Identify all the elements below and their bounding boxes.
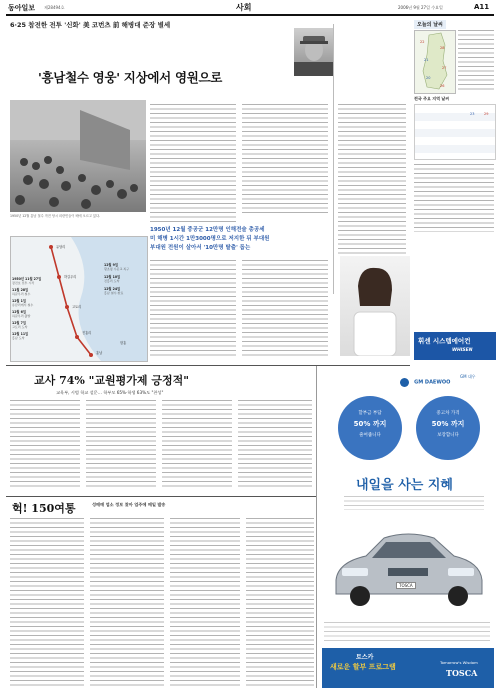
ad-slogan: 내일을 사는 지혜 (356, 478, 453, 493)
map-label: 진흥리 (82, 331, 92, 335)
weather-temp: 27 (442, 66, 447, 70)
weather-temp: 22 (420, 40, 425, 44)
weather-title: 오늘의 날씨 (414, 20, 446, 29)
timeline-item: 12월 1일 유담리에서 철수 (12, 299, 34, 307)
bottom-body (170, 518, 240, 688)
pullquote-line: 부대원 전원이 살아서 '10만명 탈출' 돕는 (150, 245, 251, 251)
pullquote-line: 1950년 12월 중공군 12만명 인해전술 총공세 (150, 227, 265, 233)
map-label: 고토리 (72, 305, 82, 309)
second-subhead: 교육부, 시범 학교 설문… 학부모 65%·학생 63%도 "찬성" (56, 390, 164, 395)
map-notes: 12월 9일 황초령 수문교 복구 12월 10일 진흥리 도착 12월 24일 흥남 철수 완료 (104, 263, 130, 295)
article-body (242, 260, 328, 356)
article-body (150, 260, 236, 356)
weather-temp: 29 (484, 112, 489, 116)
bottom-subhead: 성매매 업소 정보 찾아 업주에 메일 발송 (92, 502, 166, 507)
weather-temp: 28 (440, 46, 445, 50)
weather-subtitle: 전국 주요 지역 날씨 (414, 96, 450, 101)
weather-temp: 26 (440, 84, 445, 88)
pullquote-line: 미 해병 1시간 1만3000명으로 저지한 뒤 부대원 (150, 236, 270, 242)
timeline-item: 12월 11일 흥남 도착 (12, 332, 29, 340)
article-body (242, 104, 328, 216)
ad-fineprint (324, 622, 490, 644)
ad-copy (344, 496, 484, 510)
bottom-headline: 헉! 150여통 (12, 502, 76, 515)
program-title: 새로운 할부 프로그램 (330, 663, 396, 671)
section-title: 사회 (236, 3, 252, 12)
bottom-body (90, 518, 164, 688)
map-label: 하갈우리 (64, 275, 77, 279)
map-label: 함흥 (120, 341, 127, 345)
timeline-item: 12월 6일 하갈우리 출발 (12, 310, 31, 318)
article-body (338, 104, 406, 254)
portrait-photo (294, 28, 334, 76)
article-kicker: 6·25 참전한 전투 '신화' 美 코번츠 前 해병대 준장 별세 (10, 21, 171, 29)
weather-temp: 21 (424, 58, 429, 62)
gm-logo-sub: GM 대우 (460, 374, 476, 379)
bottom-body (10, 518, 84, 688)
timeline (12, 276, 56, 340)
weather-text (458, 30, 494, 92)
map-label: 흥남 (96, 351, 103, 355)
photo-caption: 1950년 12월 흥남 철수 작전 당시 피란민들이 배에 오르고 있다. (10, 214, 101, 218)
second-headline: 교사 74% "교원평가제 긍정적" (34, 374, 189, 387)
bottom-body (246, 518, 314, 688)
offer-circle-left: 할부금 부담 50% 까지 줄여줍니다 (338, 396, 402, 460)
issue-number: 제28494호 (44, 5, 65, 10)
timeline-item: 1950년 11월 27일 장진호 전투 시작 (12, 277, 42, 285)
tosca-car (326, 522, 490, 614)
weather-temp: 20 (426, 76, 431, 80)
second-body (162, 400, 232, 488)
gm-logo: GM DAEWOO (400, 372, 450, 391)
offer-circle-right: 중고차 가격 50% 까지 보장합니다 (416, 396, 480, 460)
pullquote (150, 226, 330, 253)
sidebar-text (414, 164, 494, 232)
second-body (10, 400, 80, 488)
issue-date: 2006년 9월 27일 수요일 (398, 5, 443, 10)
whisen-brand: WHISEN (452, 348, 473, 353)
timeline-item: 11월 28일 하갈우리 철수 (12, 288, 31, 296)
timeline-item: 12월 7일 고토리 도착 (12, 321, 28, 329)
ad-model-photo (340, 256, 410, 356)
evacuation-photo (10, 100, 146, 212)
map-label: 유담리 (56, 245, 66, 249)
page-number: A11 (474, 3, 490, 11)
car-plate: TOSCA (396, 582, 416, 589)
second-body (238, 400, 312, 488)
article-body (150, 104, 236, 222)
article-headline: '흥남철수 영웅' 지상에서 영원으로 (38, 70, 223, 85)
paper-logo: 동아일보 (8, 3, 36, 12)
gm-logo-icon (400, 378, 409, 387)
second-body (86, 400, 156, 488)
program-brand: TOSCA (446, 668, 478, 678)
weather-temp: 23 (470, 112, 475, 116)
whisen-text: 휘센 시스템에어컨 (418, 337, 471, 345)
program-tagline: Tomorrow's Wisdom (440, 660, 478, 665)
program-top: 토스카 (356, 654, 374, 661)
